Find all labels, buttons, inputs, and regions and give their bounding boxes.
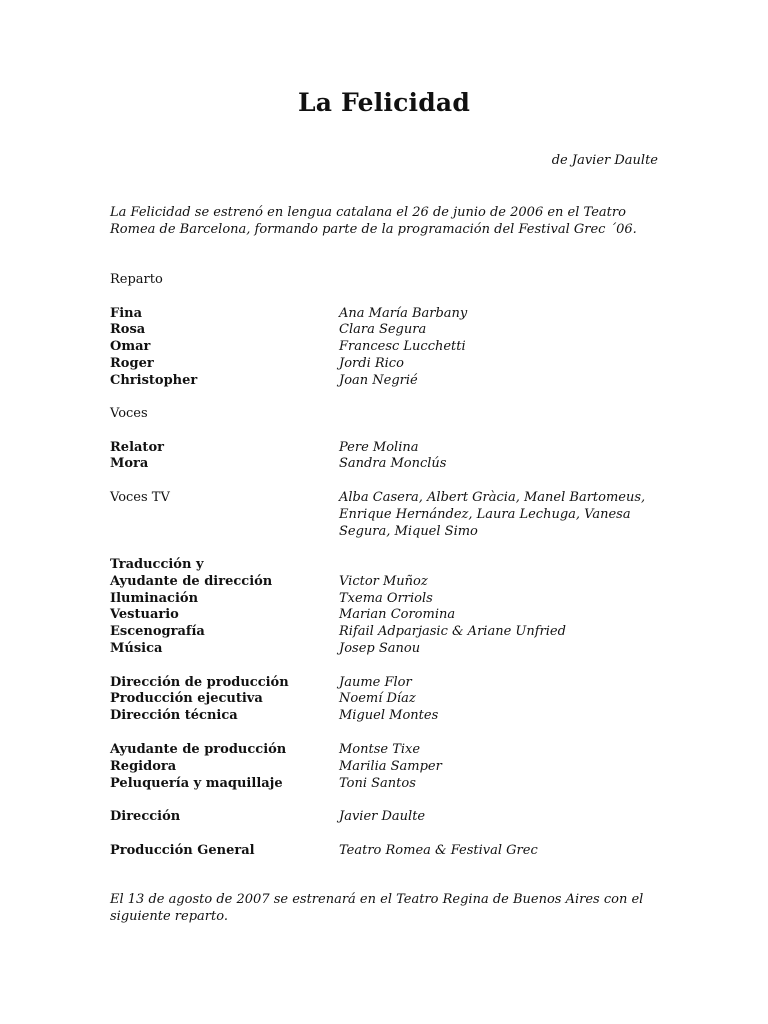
production-role: Dirección de producción (110, 675, 289, 690)
assistant-name: Marilia Samper (339, 759, 442, 774)
assistant-role: Peluquería y maquillaje (110, 776, 283, 791)
production-name: Jaume Flor (339, 675, 412, 690)
voice-role: Mora (110, 456, 149, 471)
cast-name: Jordi Rico (339, 356, 404, 371)
crew-name: Rifail Adparjasic & Ariane Unfried (339, 624, 566, 639)
reparto-heading: Reparto (110, 272, 163, 287)
crew-name: Victor Muñoz (339, 574, 428, 589)
voice-role: Relator (110, 440, 164, 455)
voice-name: Sandra Monclús (339, 456, 447, 471)
crew-role: Ayudante de dirección (110, 574, 273, 589)
page-title: La Felicidad (297, 88, 471, 117)
assistant-role: Regidora (110, 759, 177, 774)
intro-paragraph: La Felicidad se estrenó en lengua catalana el 26 de junio de 2006 en el Teatro Romea de Barcelona, formando parte de la programación del Festival Grec ´06. (110, 205, 637, 237)
cast-role: Rosa (110, 322, 146, 337)
cast-name: Ana María Barbany (339, 306, 468, 321)
crew-role: Iluminación (110, 591, 199, 606)
production-name: Noemí Díaz (339, 691, 416, 706)
general-production-name: Teatro Romea & Festival Grec (339, 843, 538, 858)
crew-name: Josep Sanou (339, 641, 421, 656)
cast-name: Francesc Lucchetti (339, 339, 466, 354)
voces-heading: Voces (110, 406, 148, 421)
production-role: Dirección técnica (110, 708, 238, 723)
cast-role: Christopher (110, 373, 198, 388)
voces-tv-names: Alba Casera, Albert Gràcia, Manel Bartomeus, Enrique Hernández, Laura Lechuga, Vanesa Segura, Miquel Simo (339, 490, 646, 539)
direction-name: Javier Daulte (339, 809, 426, 824)
crew-name: Marian Coromina (339, 607, 456, 622)
assistant-role: Ayudante de producción (110, 742, 287, 757)
voces-tv-label: Voces TV (110, 490, 170, 505)
cast-role: Fina (110, 306, 143, 321)
cast-name: Joan Negrié (339, 373, 418, 388)
author-line: de Javier Daulte (551, 153, 658, 168)
production-name: Miguel Montes (339, 708, 439, 723)
voice-name: Pere Molina (339, 440, 419, 455)
crew-role: Música (110, 641, 163, 656)
production-role: Producción ejecutiva (110, 691, 263, 706)
direction-role: Dirección (110, 809, 181, 824)
cast-name: Clara Segura (339, 322, 427, 337)
crew-role: Vestuario (110, 607, 179, 622)
assistant-name: Toni Santos (339, 776, 416, 791)
cast-role: Omar (110, 339, 151, 354)
closing-paragraph: El 13 de agosto de 2007 se estrenará en el Teatro Regina de Buenos Aires con el siguiente reparto. (110, 892, 644, 924)
crew-role: Traducción y (110, 557, 204, 572)
crew-role: Escenografía (110, 624, 205, 639)
crew-name: Txema Orriols (339, 591, 433, 606)
cast-role: Roger (110, 356, 154, 371)
assistant-name: Montse Tixe (339, 742, 421, 757)
general-production-role: Producción General (110, 843, 255, 858)
